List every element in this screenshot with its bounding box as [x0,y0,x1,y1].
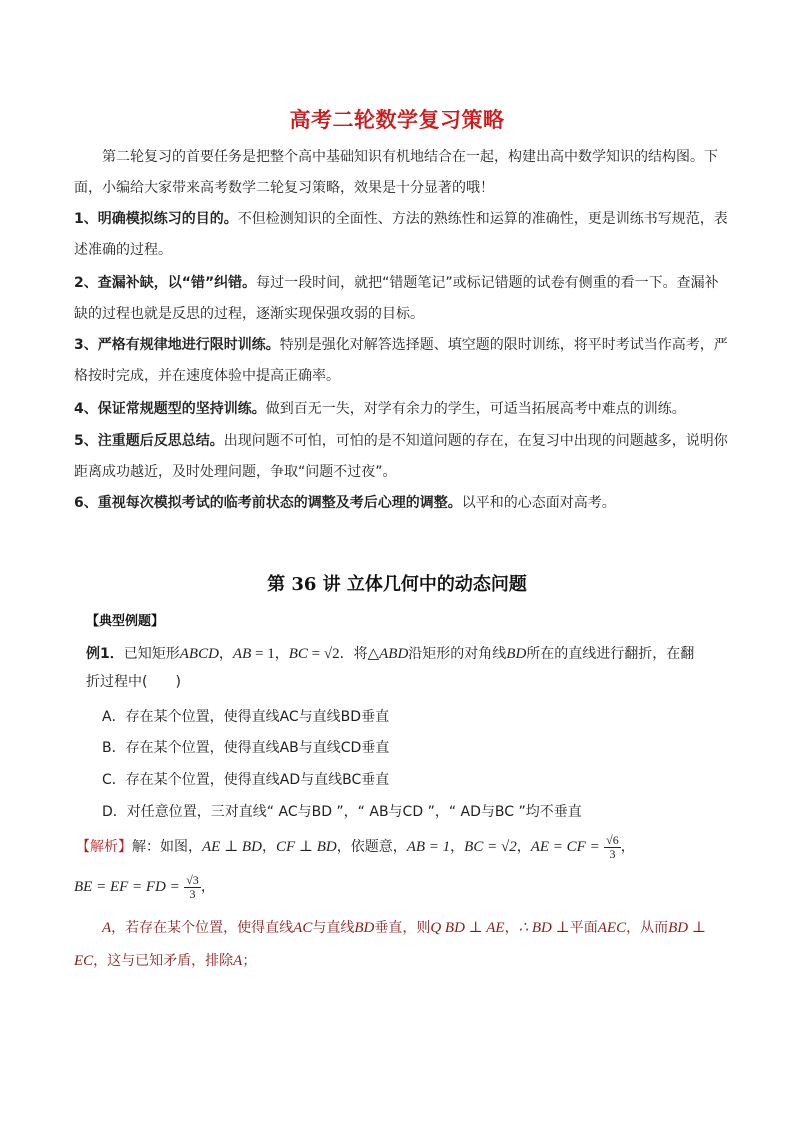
fraction-denominator: 3 [609,846,616,861]
fraction-denominator: 3 [189,886,196,901]
tip-heading: 5、注重题后反思总结。 [74,433,224,449]
example-question [86,640,728,696]
fraction-numerator: √3 [186,872,199,887]
analysis-text: 解：如图， [132,839,202,855]
option-b: B．存在某个位置，使得直线AB与直线CD垂直 [102,740,390,756]
analysis-text: ； [242,953,257,969]
math-expr: A [102,920,112,936]
tip-body: 出现问题不可怕，可怕的是不知道问题的存在，在复习中出现的问题越多，说明你距离成功越近，及时处理问题，争取“问题不过夜”。 [74,433,728,480]
tip-body: 每过一段时间，就把“错题笔记”或标记错题的试卷有侧重的看一下。查漏补缺的过程也就是反思的过程，逐渐实现保强攻弱的目标。 [74,275,719,322]
analysis-text: 垂直，则 [374,920,431,936]
tip-heading: 1、明确模拟练习的目的。 [74,211,238,227]
analysis-option-a [74,912,730,978]
analysis-text: ， [504,920,519,936]
tip-4 [74,394,728,425]
tip-heading: 6、重视每次模拟考试的临考前状态的调整及考后心理的调整。 [74,495,462,511]
question-text: 折过程中( ) [86,674,181,690]
option-c: C．存在某个位置，使得直线AD与直线BC垂直 [102,772,390,788]
fraction-numerator: √6 [606,832,619,847]
tip-6 [74,488,728,519]
math-expr: BD [354,920,375,936]
fraction [184,874,201,901]
analysis-line-2 [74,872,730,902]
math-expr: AE = CF = [530,839,600,855]
tip-body: 不但检测知识的全面性、方法的熟练性和运算的准确性，更是训练书写规范，表述准确的过程。 [74,211,728,258]
page-title: 高考二轮数学复习策略 [289,108,505,132]
tip-body: 特别是强化对解答选择题、填空题的限时训练，将平时考试当作高考，严格按时完成，并在速度体验中提高正确率。 [74,337,728,384]
example-label: 例1． [86,646,124,662]
option-d: D．对任意位置，三对直线“ AC与BD ”，“ AB与CD ”，“ AD与BC ”均不垂直 [102,804,582,820]
math-tri: △ABD [367,646,409,662]
analysis-text: ， [620,839,635,855]
tip-heading: 4、保证常规题型的坚持训练。 [74,401,266,417]
math-expr: BD ⊥ EC [74,920,706,969]
math-expr: AEC [597,920,627,936]
option-a: A．存在某个位置，使得直线AC与直线BD垂直 [102,709,390,725]
analysis-text: 平面 [569,920,598,936]
analysis-text: 与直线 [312,920,355,936]
math-expr: AC [293,920,313,936]
lecture-title: 第 36 讲 立体几何中的动态问题 [267,574,527,595]
question-text: 已知矩形 [123,646,180,662]
math-expr: A [233,953,243,969]
analysis-line-1 [76,832,732,862]
question-text: ， [218,646,233,662]
math-expr: ∴ BD ⊥ [518,920,570,936]
tip-3 [74,330,728,392]
analysis-text: ，依题意， [336,839,407,855]
math-expr: Q BD ⊥ AE [430,920,505,936]
analysis-text: ， [450,839,465,855]
math-expr: AB = 1 [406,839,451,855]
analysis-text: ， [261,839,276,855]
question-text: 所在的直线进行翻折，在翻 [526,646,695,662]
tip-body: 以平和的心态面对高考。 [461,495,616,511]
analysis-tag: 【解析】 [76,839,132,855]
analysis-text: ， [516,839,531,855]
math-bd: BD [506,646,527,662]
question-text: 沿矩形的对角线 [408,646,507,662]
math-ab: AB [232,646,252,662]
analysis-text: ，从而 [626,920,669,936]
analysis-text: ，这与已知矛盾，排除 [93,953,234,969]
math-expr: BE = EF = FD = [74,879,180,895]
math-eq: = √2 [307,646,340,662]
tip-2 [74,268,728,330]
question-text: ．将 [339,646,368,662]
math-eq: = 1 [251,646,275,662]
question-text: ， [274,646,289,662]
fraction [604,834,621,861]
math-expr: CF ⊥ BD [275,839,337,855]
tip-heading: 3、严格有规律地进行限时训练。 [74,337,280,353]
analysis-text: ，若存在某个位置，使得直线 [111,920,294,936]
section-label: 【典型例题】 [86,614,165,629]
math-expr: AE ⊥ BD [202,839,262,855]
tip-body: 做到百无一失，对学有余力的学生，可适当拓展高考中难点的训练。 [265,401,686,417]
math-expr: BC = √2 [464,839,517,855]
analysis-text: ， [200,879,215,895]
tip-heading: 2、查漏补缺，以“错”纠错。 [74,275,257,291]
math-rect: ABCD [179,646,219,662]
intro-paragraph: 第二轮复习的首要任务是把整个高中基础知识有机地结合在一起，构建出高中数学知识的结构图。下面，小编给大家带来高考数学二轮复习策略，效果是十分显著的哦！ [74,149,718,196]
tip-5 [74,426,728,488]
math-bc: BC [288,646,308,662]
tip-1 [74,204,728,266]
